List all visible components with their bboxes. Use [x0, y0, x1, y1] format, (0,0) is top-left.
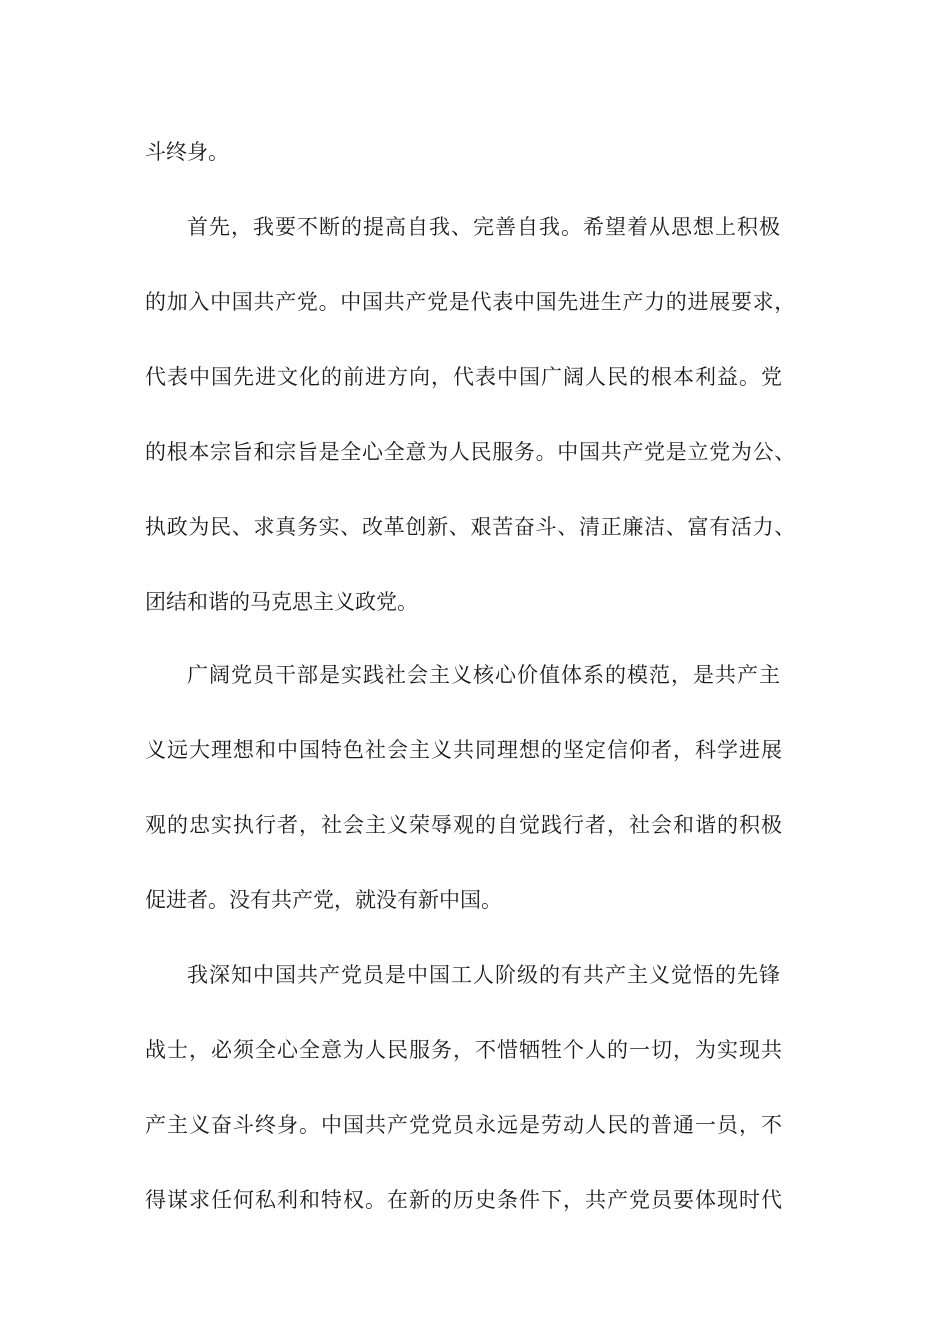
text-line-5: 的根本宗旨和宗旨是全心全意为人民服务。中国共产党是立党为公、 [145, 440, 796, 464]
text-line-2: 首先，我要不断的提高自我、完善自我。希望着从思想上积极 [187, 215, 781, 239]
text-line-9: 义远大理想和中国特色社会主义共同理想的坚定信仰者，科学进展 [145, 738, 783, 762]
text-line-11: 促进者。没有共产党，就没有新中国。 [145, 888, 502, 912]
text-line-15: 得谋求任何私利和特权。在新的历史条件下，共产党员要体现时代 [145, 1188, 783, 1212]
text-line-14: 产主义奋斗终身。中国共产党党员永远是劳动人民的普通一员，不 [145, 1113, 783, 1137]
text-line-12: 我深知中国共产党员是中国工人阶级的有共产主义觉悟的先锋 [187, 963, 781, 987]
text-line-3: 的加入中国共产党。中国共产党是代表中国先进生产力的进展要求， [145, 290, 796, 314]
text-line-8: 广阔党员干部是实践社会主义核心价值体系的模范，是共产主 [187, 663, 781, 687]
text-line-4: 代表中国先进文化的前进方向，代表中国广阔人民的根本利益。党 [145, 365, 783, 389]
text-line-1: 斗终身。 [145, 140, 229, 164]
text-line-6: 执政为民、求真务实、改革创新、艰苦奋斗、清正廉洁、富有活力、 [145, 515, 796, 539]
text-line-10: 观的忠实执行者，社会主义荣辱观的自觉践行者，社会和谐的积极 [145, 813, 783, 837]
text-line-7: 团结和谐的马克思主义政党。 [145, 590, 418, 614]
text-line-13: 战士，必须全心全意为人民服务，不惜牺牲个人的一切，为实现共 [145, 1038, 783, 1062]
